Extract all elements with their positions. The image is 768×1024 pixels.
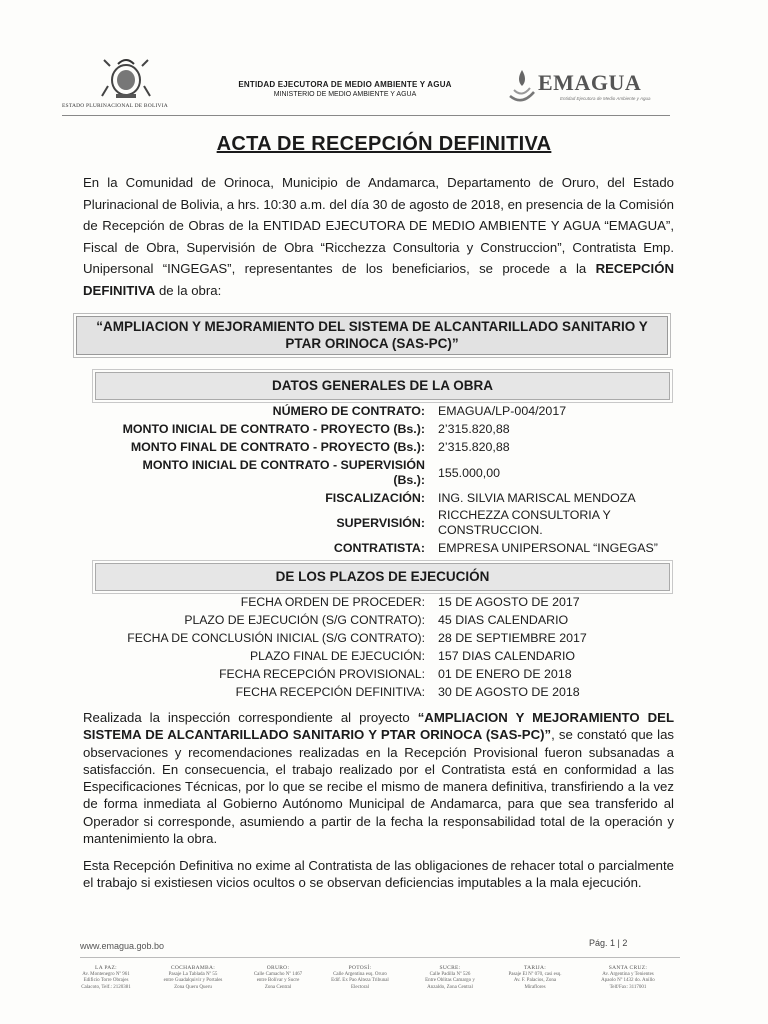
deadline-label: FECHA RECEPCIÓN PROVISIONAL:	[219, 667, 425, 681]
office-line: Pasaje La Tablada Nº 55	[168, 971, 218, 977]
office-address	[412, 965, 488, 991]
deadlines-heading: DE LOS PLAZOS DE EJECUCIÓN	[95, 563, 670, 591]
office-line: Av. Montenegro Nº 961	[82, 971, 130, 977]
intro-paragraph	[83, 172, 674, 301]
deadline-label: PLAZO FINAL DE EJECUCIÓN:	[250, 649, 425, 663]
header-entity-block	[200, 80, 490, 98]
office-line: Apaolo Nº 1432 do. Anillo	[601, 978, 655, 983]
deadline-value: 157 DIAS CALENDARIO	[438, 649, 576, 663]
inspection-paragraph	[83, 709, 674, 847]
general-label: MONTO FINAL DE CONTRATO - PROYECTO (Bs.):	[130, 440, 425, 454]
office-city: COCHABAMBA:	[170, 965, 216, 971]
general-label: CONTRATISTA:	[333, 541, 425, 555]
general-label: FISCALIZACIÓN:	[325, 491, 425, 505]
emagua-brand-subtitle: Entidad Ejecutora de Medio Ambiente y Agua	[560, 96, 651, 101]
deadline-label: FECHA DE CONCLUSIÓN INICIAL (S/G CONTRATO):	[127, 631, 425, 645]
office-address	[240, 965, 316, 991]
intro-bold: RECEPCIÓN DEFINITIVA	[83, 261, 674, 298]
deadline-label: FECHA ORDEN DE PROCEDER:	[240, 595, 425, 609]
general-value: 2’315.820,88	[438, 422, 510, 436]
office-city: SANTA CRUZ:	[608, 965, 648, 971]
page-number: Pág. 1 | 2	[589, 938, 628, 948]
general-value: 2’315.820,88	[438, 440, 510, 454]
deadline-label: FECHA RECEPCIÓN DEFINITIVA:	[235, 685, 425, 699]
general-label: NÚMERO DE CONTRATO:	[272, 404, 425, 418]
deadline-value: 28 DE SEPTIEMBRE 2017	[438, 631, 587, 645]
office-city: SUCRE:	[439, 965, 461, 971]
state-label: ESTADO PLURINACIONAL DE BOLIVIA	[62, 103, 168, 109]
office-line: entre Guadalquivir y Portales	[163, 978, 223, 983]
deadline-label: PLAZO DE EJECUCIÓN (S/G CONTRATO):	[184, 613, 425, 627]
general-value: 155.000,00	[438, 466, 501, 480]
office-city: TARIJA:	[523, 965, 547, 971]
office-line: Av. F. Palacios, Zona	[513, 978, 557, 983]
ministry-name: MINISTERIO DE MEDIO AMBIENTE Y AGUA	[273, 91, 417, 98]
office-address	[322, 965, 398, 991]
office-city: LA PAZ:	[95, 965, 117, 971]
general-label-line2: (Bs.):	[393, 473, 425, 487]
general-value: ING. SILVIA MARISCAL MENDOZA	[438, 491, 636, 505]
inspection-rest: , se constató que las observaciones y recomendaciones realizadas en la Recepción Provisional fueron subsanadas a satisfacción. En consecuencia, el trabajo realizado por el Contratista está en conformidad a las Especificaciones Técnicas, por lo que se recibe el mismo de manera definitiva, transfiriendo a la vez de forma inmediata al Gobierno Autónomo Municipal de Andamarca, para que sea transferido al Operador si corresponde, asumiendo a partir de la fecha la responsabilidad total de la operación y mantenimiento la obra.	[83, 727, 674, 847]
entity-name: ENTIDAD EJECUTORA DE MEDIO AMBIENTE Y AGUA	[238, 80, 452, 89]
deadline-value: 45 DIAS CALENDARIO	[438, 613, 569, 627]
footer-divider	[80, 957, 680, 958]
office-line: Calle Camacho Nº 1467	[253, 971, 303, 977]
header-divider	[62, 115, 670, 116]
deadline-value: 15 DE AGOSTO DE 2017	[438, 595, 580, 609]
general-label: SUPERVISIÓN:	[336, 516, 425, 530]
general-label-line1: MONTO INICIAL DE CONTRATO - SUPERVISIÓN	[142, 458, 425, 472]
office-line: Telf/Fax: 3117001	[609, 984, 647, 990]
office-line: Miraflores	[524, 984, 546, 990]
footer-url[interactable]: www.emagua.gob.bo	[80, 941, 165, 951]
general-value: EMAGUA/LP-004/2017	[438, 404, 567, 418]
office-line: Zona Queru Queru	[174, 984, 212, 990]
inspection-project: “AMPLIACION Y MEJORAMIENTO DEL SISTEMA DE ALCANTARILLADO SANITARIO Y PTAR ORINOCA (SAS-PC)”	[83, 710, 674, 743]
office-line: Electoral	[350, 984, 370, 990]
office-line: Av. Argentina y Tenientes	[602, 971, 654, 977]
emagua-brand: EMAGUA	[538, 70, 642, 95]
office-line: entre Bolívar y Sucre	[256, 978, 300, 983]
office-address	[68, 965, 144, 991]
intro-text: En la Comunidad de Orinoca, Municipio de Andamarca, Departamento de Oruro, del Estado Plurinacional de Bolivia, a hrs. 10:30 a.m. del día 30 de agosto de 2018, en presencia de la Comisión de Recepción de Obras de la ENTIDAD EJECUTORA DE MEDIO AMBIENTE Y AGUA “EMAGUA”, Fiscal de Obra, Supervisión de Obra “Ricchezza Consultoria y Construccion”, Contratista Emp. Unipersonal “INGEGAS”, representantes de los beneficiarios, se procede a la	[83, 175, 674, 276]
office-line: Calle Padilla Nº 526	[429, 971, 471, 977]
closing-paragraph: Esta Recepción Definitiva no exime al Contratista de las obligaciones de rehacer total o parcialmente el trabajo si existiesen vicios ocultos o se observan deficiencias imputables a la mala ejecución.	[83, 858, 674, 891]
deadline-value: 01 DE ENERO DE 2018	[438, 667, 572, 681]
general-label: MONTO INICIAL DE CONTRATO - PROYECTO (Bs.):	[122, 422, 425, 436]
intro-tail: de la obra:	[155, 282, 222, 298]
inspection-lead: Realizada la inspección correspondiente al proyecto	[83, 710, 418, 725]
emagua-drop-logo-icon	[508, 66, 536, 106]
general-value: EMPRESA UNIPERSONAL “INGEGAS”	[438, 541, 658, 555]
general-value-line2: CONSTRUCCION.	[438, 523, 543, 537]
office-line: Zona Central	[264, 984, 292, 990]
general-data-heading: DATOS GENERALES DE LA OBRA	[95, 372, 670, 400]
office-city: ORURO:	[266, 965, 290, 971]
project-name-line2: PTAR ORINOCA (SAS-PC)”	[285, 336, 459, 351]
office-line: Edif. Ex Pao Alteza Tribunal	[331, 978, 389, 983]
general-value-line1: RICCHEZZA CONSULTORIA Y	[438, 508, 611, 522]
office-address	[497, 965, 573, 991]
office-line: Anzaldo, Zona Central	[427, 984, 473, 990]
project-name-line1: “AMPLIACION Y MEJORAMIENTO DEL SISTEMA DE ALCANTARILLADO SANITARIO Y	[96, 319, 648, 334]
office-address	[590, 965, 666, 991]
office-line: Calle Argentina esq. Oruro	[333, 971, 387, 977]
office-line: Calacoto, Telf.: 2120381	[81, 984, 131, 990]
office-line: Pasaje El Nº 070, casi esq.	[508, 971, 562, 977]
deadline-value: 30 DE AGOSTO DE 2018	[438, 685, 580, 699]
document-title: ACTA DE RECEPCIÓN DEFINITIVA	[216, 133, 552, 155]
bolivia-coat-of-arms-icon	[100, 56, 152, 100]
office-line: Edificio Torre Obrajes	[83, 978, 129, 983]
office-line: Entre Oblitas Camargo y	[425, 978, 475, 983]
project-name-box	[76, 316, 668, 355]
office-address	[155, 965, 231, 991]
office-city: POTOSÍ:	[348, 965, 372, 971]
